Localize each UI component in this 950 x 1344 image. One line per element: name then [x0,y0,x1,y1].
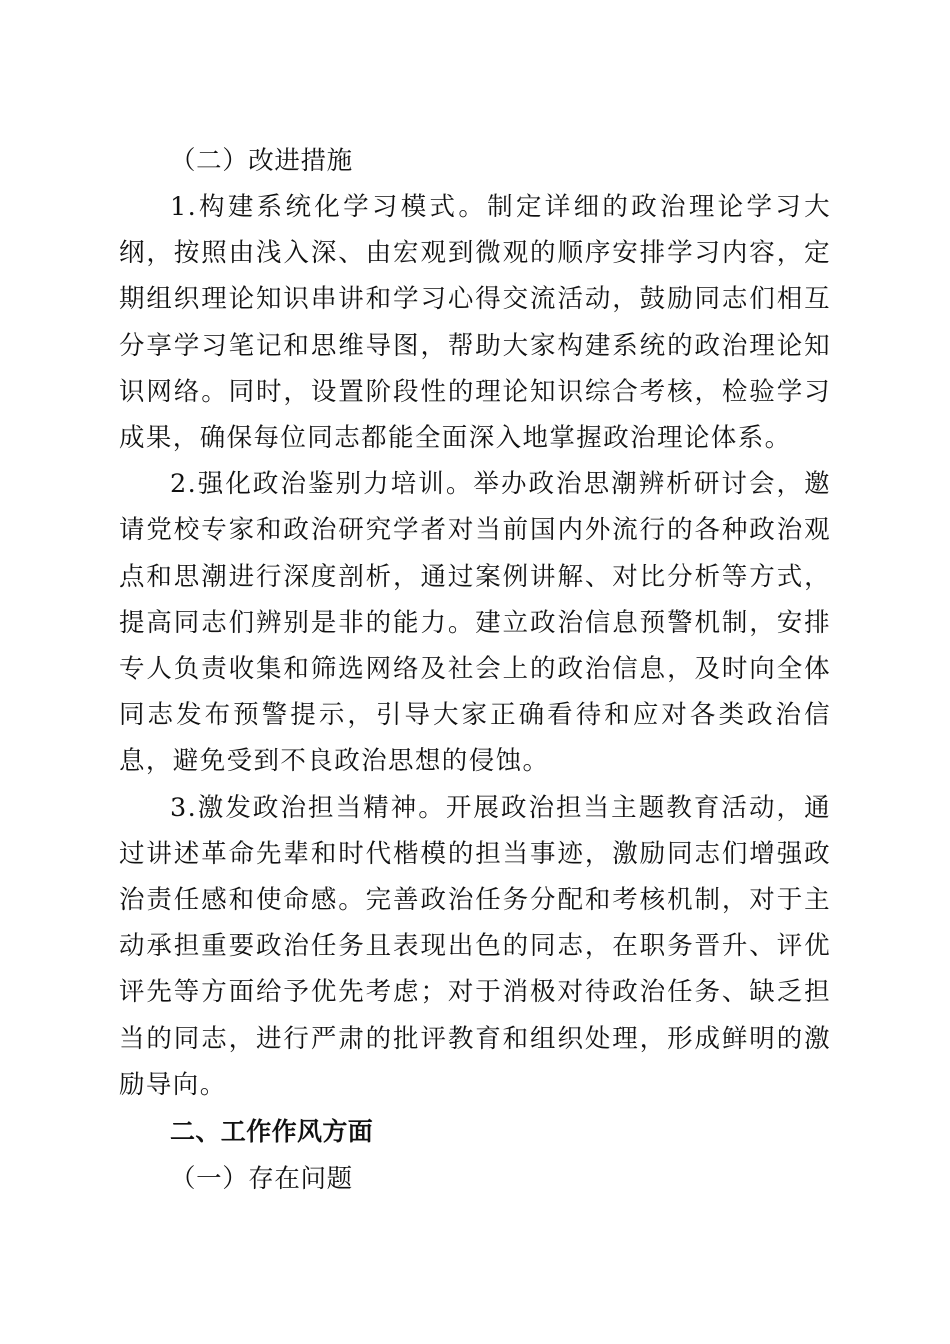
document-body [119,138,831,1202]
section-heading-work-style: 二、工作作风方面 [170,1117,374,1147]
paragraph-systematic-learning: 1.构建系统化学习模式。制定详细的政治理论学习大纲，按照由浅入深、由宏观到微观的顺序安排学习内容，定期组织理论知识串讲和学习心得交流活动，鼓励同志们相互分享学习笔记和思维导图，帮助大家构建系统的政治理论知识网络。同时，设置阶段性的理论知识综合考核，检验学习成果，确保每位同志都能全面深入地掌握政治理论体系。 [119,192,831,454]
subheading-existing-problems: （一）存在问题 [170,1164,353,1195]
paragraph-political-responsibility: 3.激发政治担当精神。开展政治担当主题教育活动，通过讲述革命先辈和时代楷模的担当事迹，激励同志们增强政治责任感和使命感。完善政治任务分配和考核机制，对于主动承担重要政治任务且表现出色的同志，在职务晋升、评优评先等方面给予优先考虑；对于消极对待政治任务、缺乏担当的同志，进行严肃的批评教育和组织处理，形成鲜明的激励导向。 [119,792,831,1100]
paragraph-political-discernment: 2.强化政治鉴别力培训。举办政治思潮辨析研讨会，邀请党校专家和政治研究学者对当前国内外流行的各种政治观点和思潮进行深度剖析，通过案例讲解、对比分析等方式，提高同志们辨别是非的能力。建立政治信息预警机制，安排专人负责收集和筛选网络及社会上的政治信息，及时向全体同志发布预警提示，引导大家正确看待和应对各类政治信息，避免受到不良政治思想的侵蚀。 [119,469,831,777]
subheading-improvement-measures: （二）改进措施 [170,146,353,176]
